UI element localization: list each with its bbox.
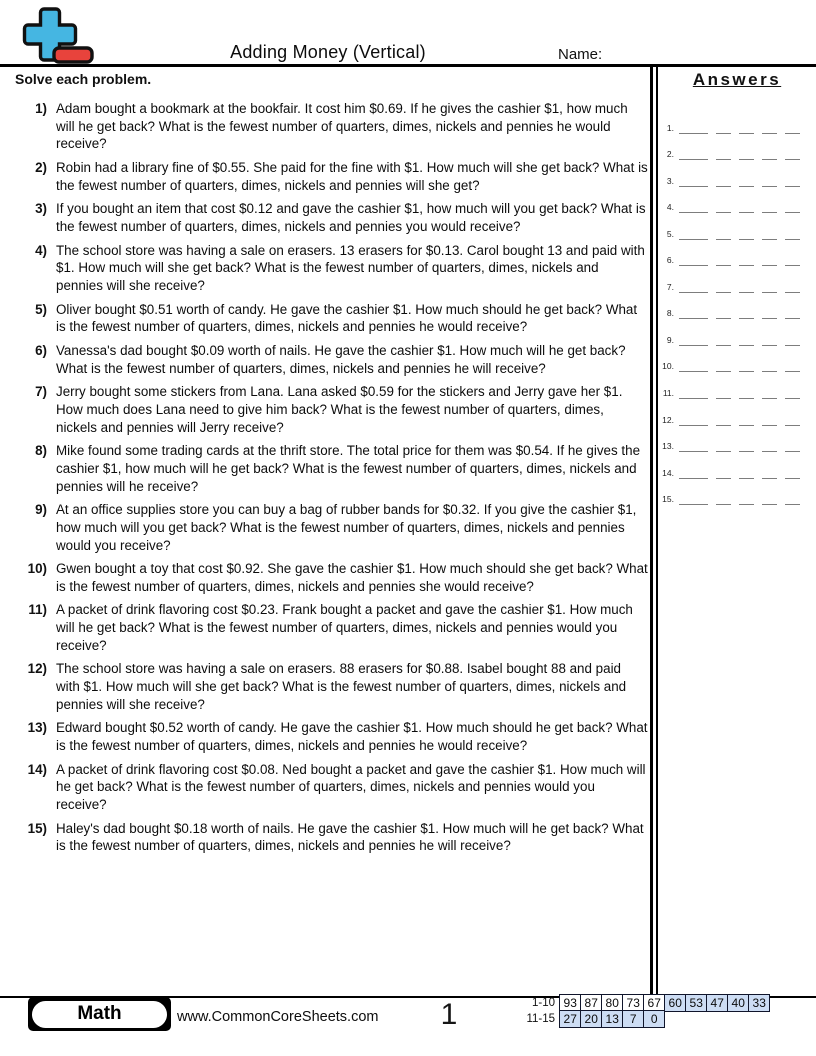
problem-text: Vanessa's dad bought $0.09 worth of nails. He gave the cashier $1. How much will he get back? What is the fewest number of quarters, dimes, nickels and pennies he will receive? bbox=[56, 342, 626, 376]
problem-item bbox=[14, 601, 648, 654]
problem-number: 3) bbox=[35, 201, 47, 217]
answer-row bbox=[660, 160, 814, 187]
problem-text: Edward bought $0.52 worth of candy. He gave the cashier $1. How much should he get back? What is the fewest number of quarters, dimes, nickels and pennies he would receive? bbox=[56, 720, 648, 754]
answer-blank[interactable] bbox=[716, 124, 731, 134]
problem-item bbox=[14, 501, 648, 554]
answers-rows bbox=[660, 107, 814, 505]
answer-blank[interactable] bbox=[716, 416, 731, 426]
answer-number: 7. bbox=[666, 281, 674, 292]
answer-blank[interactable] bbox=[785, 230, 800, 240]
answer-blank[interactable] bbox=[739, 416, 754, 426]
answer-blank[interactable] bbox=[762, 230, 777, 240]
answers-divider-thick bbox=[650, 67, 653, 996]
answer-blank[interactable] bbox=[762, 283, 777, 293]
answer-blank[interactable] bbox=[679, 283, 708, 293]
answer-blank[interactable] bbox=[716, 336, 731, 346]
score-cell: 0 bbox=[643, 1010, 665, 1028]
problem-item bbox=[14, 820, 648, 855]
score-cell: 33 bbox=[748, 994, 770, 1012]
problem-number: 2) bbox=[35, 160, 47, 175]
score-cell: 53 bbox=[685, 994, 707, 1012]
problem-item bbox=[14, 200, 648, 235]
answer-blank[interactable] bbox=[762, 309, 777, 319]
answer-blank[interactable] bbox=[785, 309, 800, 319]
answer-blank[interactable] bbox=[716, 442, 731, 452]
problem-number: 11) bbox=[28, 602, 47, 618]
answer-row bbox=[660, 479, 814, 506]
answer-row bbox=[660, 213, 814, 240]
answer-blank[interactable] bbox=[716, 362, 731, 372]
answer-blank[interactable] bbox=[679, 203, 708, 213]
answer-number: 1. bbox=[666, 122, 674, 133]
problem-text: A packet of drink flavoring cost $0.08. Ned bought a packet and gave the cashier $1. How much will he get back? What is the fewest number of quarters, dimes, nickels and pennies would you receive? bbox=[56, 761, 646, 813]
answer-blank[interactable] bbox=[785, 177, 800, 187]
problem-text: Haley's dad bought $0.18 worth of nails. He gave the cashier $1. How much will he get back? What is the fewest number of quarters, dimes, nickels and pennies he will receive? bbox=[56, 820, 644, 854]
answer-number: 9. bbox=[666, 334, 674, 345]
problem-text: At an office supplies store you can buy a bag of rubber bands for $0.32. If you give the cashier $1, how much will you get back? What is the fewest number of quarters, dimes, nickels and pennies would you receive? bbox=[56, 502, 637, 553]
score-table-row bbox=[513, 1010, 770, 1028]
answer-blank[interactable] bbox=[785, 336, 800, 346]
answer-number: 6. bbox=[666, 255, 674, 266]
answer-blank[interactable] bbox=[679, 309, 708, 319]
answer-blank[interactable] bbox=[739, 469, 754, 479]
answer-blank[interactable] bbox=[762, 416, 777, 426]
answer-blank[interactable] bbox=[762, 124, 777, 134]
answer-blank[interactable] bbox=[762, 469, 777, 479]
answer-number: 3. bbox=[666, 175, 674, 186]
answer-blank[interactable] bbox=[762, 203, 777, 213]
instructions-text: Solve each problem. bbox=[15, 71, 152, 87]
header-divider bbox=[0, 64, 816, 67]
answer-blank[interactable] bbox=[679, 389, 708, 399]
plus-minus-logo-icon bbox=[17, 6, 97, 69]
problem-item bbox=[14, 560, 648, 595]
answer-number: 8. bbox=[666, 308, 674, 319]
problem-text: Robin had a library fine of $0.55. She paid for the fine with $1. How much will she get back? What is the fewest number of quarters, dimes, nickels and pennies will she get? bbox=[56, 160, 648, 193]
answer-blank[interactable] bbox=[739, 309, 754, 319]
answer-blank[interactable] bbox=[679, 150, 708, 160]
problem-item bbox=[14, 660, 648, 713]
score-range-label: 1-10 bbox=[531, 996, 555, 1009]
answer-row bbox=[660, 134, 814, 161]
answer-blank[interactable] bbox=[762, 495, 777, 505]
answer-blank[interactable] bbox=[762, 177, 777, 187]
math-badge bbox=[28, 997, 171, 1031]
answer-number: 5. bbox=[666, 228, 674, 239]
answer-number: 11. bbox=[662, 388, 674, 399]
answer-blank[interactable] bbox=[785, 203, 800, 213]
score-cell: 40 bbox=[727, 994, 749, 1012]
answer-number: 13. bbox=[662, 441, 674, 452]
answer-blank[interactable] bbox=[785, 362, 800, 372]
answer-blank[interactable] bbox=[762, 336, 777, 346]
answer-blank[interactable] bbox=[679, 495, 708, 505]
problem-number: 15) bbox=[27, 820, 47, 836]
math-badge-label: Math bbox=[32, 1001, 167, 1028]
answer-blank[interactable] bbox=[679, 469, 708, 479]
answer-blank[interactable] bbox=[739, 362, 754, 372]
score-cell: 13 bbox=[601, 1010, 623, 1028]
answer-number: 4. bbox=[666, 202, 674, 213]
name-label: Name: bbox=[558, 46, 603, 63]
problem-text: The school store was having a sale on erasers. 88 erasers for $0.88. Isabel bought 88 and paid with $1. How much will she get back? What is the fewest number of quarters, dimes, nickels and pennies will she receive? bbox=[56, 661, 627, 712]
problem-number: 13) bbox=[27, 720, 47, 736]
answer-blank[interactable] bbox=[679, 362, 708, 372]
score-cell: 20 bbox=[580, 1010, 602, 1028]
score-cell: 80 bbox=[601, 994, 623, 1012]
problem-number: 10) bbox=[27, 561, 47, 577]
answer-blank[interactable] bbox=[739, 177, 754, 187]
score-cells bbox=[559, 1010, 665, 1028]
answer-blank[interactable] bbox=[785, 495, 800, 505]
answer-blank[interactable] bbox=[716, 495, 731, 505]
answer-blank[interactable] bbox=[762, 442, 777, 452]
answer-blank[interactable] bbox=[679, 256, 708, 266]
answer-blank[interactable] bbox=[679, 177, 708, 187]
score-table-row bbox=[513, 994, 770, 1012]
problem-number: 4) bbox=[35, 242, 47, 258]
answers-divider-thin bbox=[656, 67, 658, 996]
score-cell: 67 bbox=[643, 994, 665, 1012]
answer-row bbox=[660, 319, 814, 346]
problem-number: 5) bbox=[35, 301, 47, 317]
problem-item bbox=[14, 301, 648, 336]
answer-blank[interactable] bbox=[762, 256, 777, 266]
answer-blank[interactable] bbox=[716, 309, 731, 319]
answer-row bbox=[660, 293, 814, 320]
score-cells bbox=[559, 994, 770, 1012]
problem-text: Mike found some trading cards at the thrift store. The total price for them was $0.54. If he gives the cashier $1, how much will he get back? What is the fewest number of quarters, dimes, nickels and pennies will he receive? bbox=[56, 443, 641, 494]
problem-item bbox=[14, 719, 648, 754]
problem-text: Gwen bought a toy that cost $0.92. She gave the cashier $1. How much should she get back? What is the fewest number of quarters, dimes, nickels and pennies she would receive? bbox=[56, 561, 648, 594]
answer-blank[interactable] bbox=[716, 256, 731, 266]
answer-row bbox=[660, 452, 814, 479]
page-number: 1 bbox=[440, 998, 458, 1031]
answer-blank[interactable] bbox=[716, 203, 731, 213]
answer-blank[interactable] bbox=[762, 389, 777, 399]
answers-heading: Answers bbox=[692, 70, 782, 89]
answer-blank[interactable] bbox=[739, 203, 754, 213]
answer-blank[interactable] bbox=[716, 177, 731, 187]
answer-row bbox=[660, 346, 814, 373]
score-cell: 27 bbox=[559, 1010, 581, 1028]
problem-number: 7) bbox=[35, 384, 47, 400]
problem-text: If you bought an item that cost $0.12 and gave the cashier $1, how much will you get back? What is the fewest number of quarters, dimes, nickels and pennies you would receive? bbox=[56, 201, 646, 234]
problem-number: 1) bbox=[35, 101, 47, 116]
score-cell: 87 bbox=[580, 994, 602, 1012]
problem-text: Oliver bought $0.51 worth of candy. He gave the cashier $1. How much should he get back? What is the fewest number of quarters, dimes, nickels and pennies he would receive? bbox=[56, 301, 638, 335]
minus-icon-shape bbox=[54, 48, 92, 62]
answer-number: 12. bbox=[662, 414, 674, 425]
answer-blank[interactable] bbox=[679, 230, 708, 240]
score-range-label: 11-15 bbox=[526, 1013, 555, 1025]
answer-row bbox=[660, 107, 814, 134]
answer-blank[interactable] bbox=[679, 124, 708, 134]
problem-item bbox=[14, 442, 648, 495]
answer-row bbox=[660, 399, 814, 426]
answer-row bbox=[660, 266, 814, 293]
problem-number: 9) bbox=[35, 502, 47, 518]
website-url: www.CommonCoreSheets.com bbox=[177, 1009, 379, 1025]
answer-blank[interactable] bbox=[785, 124, 800, 134]
problem-item bbox=[14, 159, 648, 194]
problems-list bbox=[14, 100, 648, 861]
answer-blank[interactable] bbox=[739, 256, 754, 266]
answer-blank[interactable] bbox=[716, 469, 731, 479]
answer-number: 15. bbox=[662, 494, 674, 505]
problem-number: 8) bbox=[35, 443, 47, 459]
answer-blank[interactable] bbox=[762, 362, 777, 372]
answer-blank[interactable] bbox=[679, 336, 708, 346]
answer-blank[interactable] bbox=[716, 283, 731, 293]
answer-blank[interactable] bbox=[739, 230, 754, 240]
answer-blank[interactable] bbox=[716, 230, 731, 240]
answer-row bbox=[660, 426, 814, 453]
problem-item bbox=[14, 761, 648, 814]
answer-number: 14. bbox=[662, 467, 674, 478]
score-table bbox=[513, 994, 770, 1028]
problem-item bbox=[14, 383, 648, 436]
answer-blank[interactable] bbox=[716, 150, 731, 160]
problem-item bbox=[14, 100, 648, 153]
problem-text: Jerry bought some stickers from Lana. Lana asked $0.59 for the stickers and Jerry gave her $1. How much does Lana need to give him back? What is the fewest number of quarters, dimes, nickels and pennies will Jerry receive? bbox=[56, 384, 623, 435]
score-cell: 73 bbox=[622, 994, 644, 1012]
answer-number: 2. bbox=[666, 149, 674, 160]
answer-blank[interactable] bbox=[785, 150, 800, 160]
problem-number: 14) bbox=[27, 761, 47, 777]
score-cell: 60 bbox=[664, 994, 686, 1012]
answer-blank[interactable] bbox=[785, 389, 800, 399]
problem-text: Adam bought a bookmark at the bookfair. It cost him $0.69. If he gives the cashier $1, how much will he get back? What is the fewest number of quarters, dimes, nickels and pennies he would receive? bbox=[56, 101, 628, 152]
problem-item bbox=[14, 242, 648, 295]
answers-panel bbox=[660, 70, 814, 505]
answer-blank[interactable] bbox=[785, 256, 800, 266]
answer-number: 10. bbox=[662, 361, 674, 372]
answer-row bbox=[660, 372, 814, 399]
problem-text: The school store was having a sale on erasers. 13 erasers for $0.13. Carol bought 13 and paid with $1. How much will she get back? What is the fewest number of quarters, dimes, nickels and pennies will she receive? bbox=[56, 242, 645, 293]
answer-blank[interactable] bbox=[739, 389, 754, 399]
score-cell: 7 bbox=[622, 1010, 644, 1028]
answer-row bbox=[660, 187, 814, 214]
answer-blank[interactable] bbox=[679, 442, 708, 452]
worksheet-title: Adding Money (Vertical) bbox=[230, 42, 426, 62]
answer-blank[interactable] bbox=[739, 442, 754, 452]
answer-blank[interactable] bbox=[785, 442, 800, 452]
answer-row bbox=[660, 240, 814, 267]
answer-blank[interactable] bbox=[739, 150, 754, 160]
score-cell: 47 bbox=[706, 994, 728, 1012]
score-cell: 93 bbox=[559, 994, 581, 1012]
answer-blank[interactable] bbox=[739, 495, 754, 505]
answer-blank[interactable] bbox=[785, 416, 800, 426]
answer-blank[interactable] bbox=[739, 336, 754, 346]
problem-number: 12) bbox=[27, 661, 47, 677]
problem-item bbox=[14, 342, 648, 377]
answer-blank[interactable] bbox=[762, 150, 777, 160]
answer-blank[interactable] bbox=[679, 416, 708, 426]
answer-blank[interactable] bbox=[739, 124, 754, 134]
problem-text: A packet of drink flavoring cost $0.23. Frank bought a packet and gave the cashier $1. How much will he get back? What is the fewest number of quarters, dimes, nickels and pennies would you receive? bbox=[56, 602, 633, 653]
answer-blank[interactable] bbox=[785, 283, 800, 293]
answer-blank[interactable] bbox=[739, 283, 754, 293]
answer-blank[interactable] bbox=[716, 389, 731, 399]
problem-number: 6) bbox=[35, 342, 47, 358]
answer-blank[interactable] bbox=[785, 469, 800, 479]
